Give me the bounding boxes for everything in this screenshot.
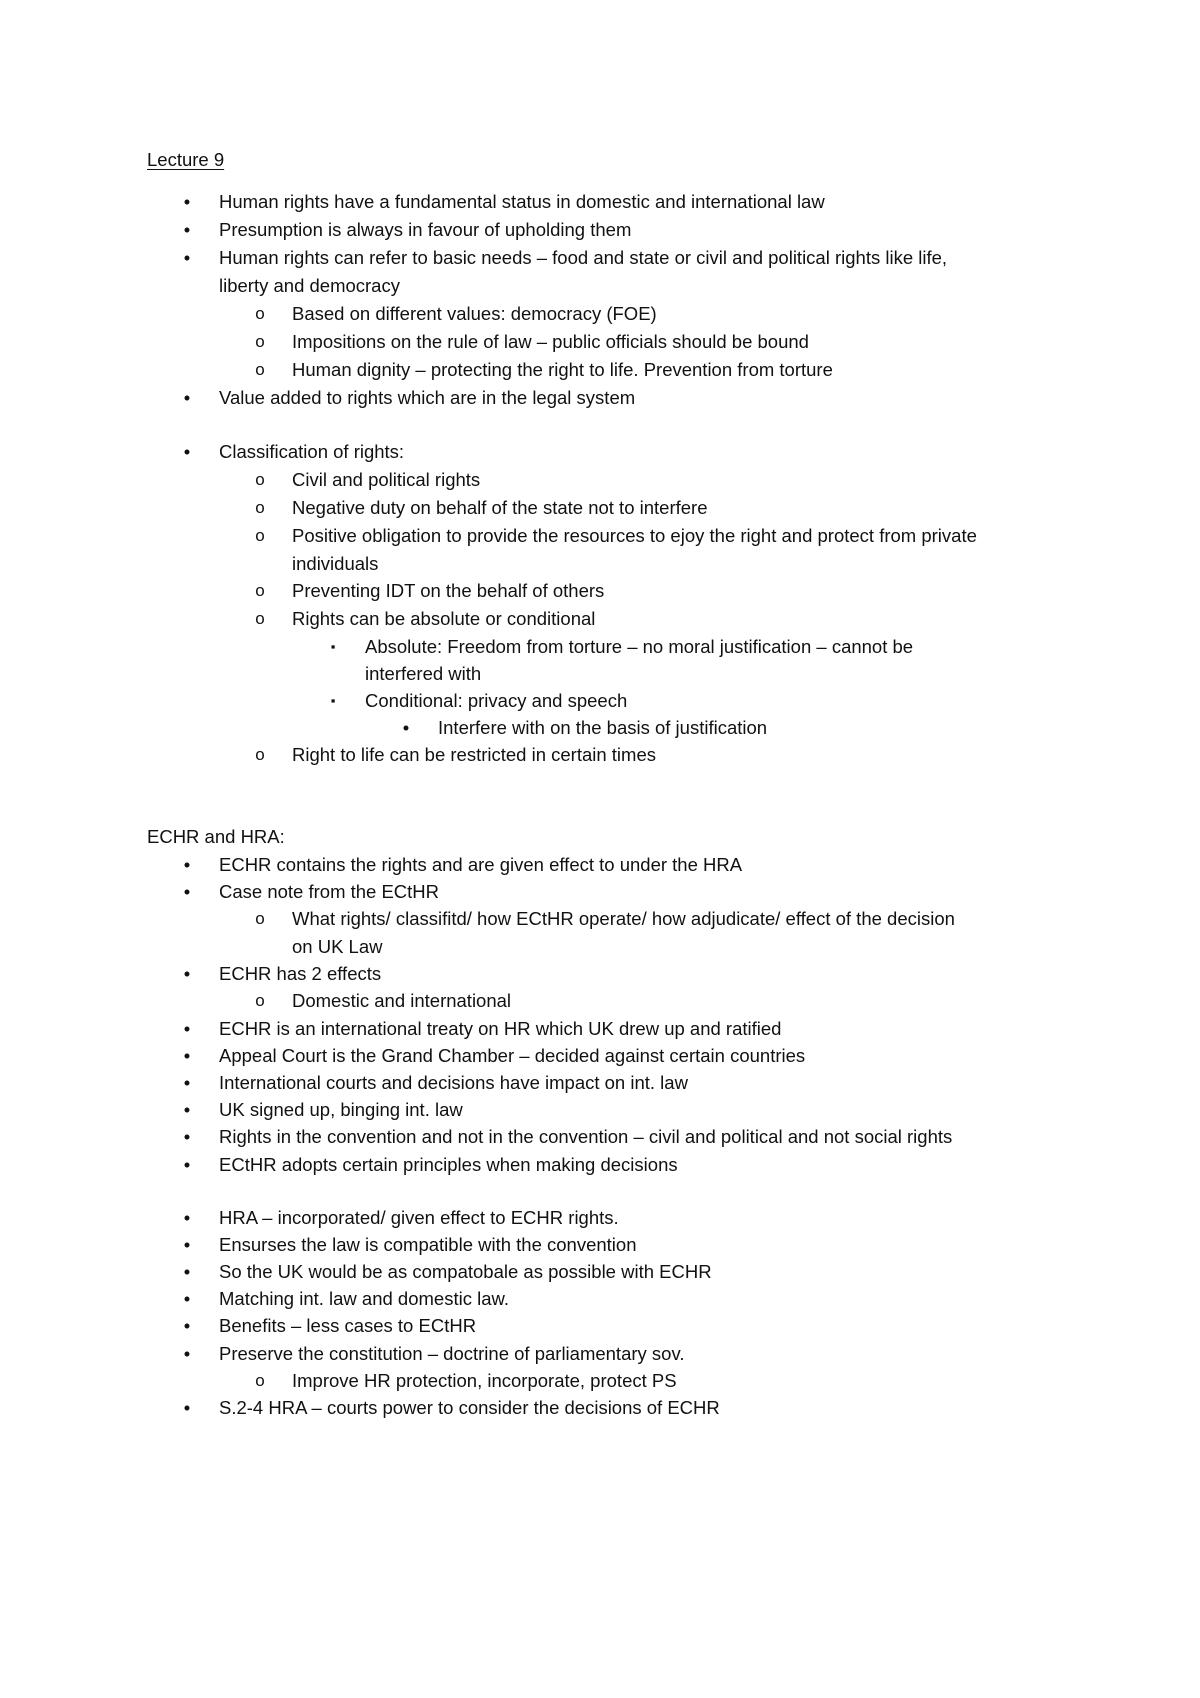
- list-item: • Presumption is always in favour of upholding them: [0, 216, 1200, 244]
- list-item: o Negative duty on behalf of the state not to interfere: [0, 494, 1200, 522]
- bullet-icon: •: [183, 1234, 191, 1255]
- list-item-continuation: on UK Law: [292, 936, 383, 957]
- list-item-continuation: liberty and democracy: [219, 275, 400, 296]
- bullet-icon: •: [183, 1154, 191, 1175]
- bullet-icon: •: [183, 1288, 191, 1309]
- bullet-icon: •: [183, 219, 191, 240]
- bullet-icon: •: [402, 717, 410, 738]
- list-item: o Right to life can be restricted in certain times: [0, 741, 1200, 769]
- list-item: • Human rights can refer to basic needs – food and state or civil and political rights like life,: [0, 244, 1200, 272]
- bullet-icon: •: [183, 881, 191, 902]
- list-item: o Based on different values: democracy (FOE): [0, 300, 1200, 328]
- list-item-continuation: individuals: [292, 553, 379, 574]
- section-heading: ECHR and HRA:: [147, 826, 285, 847]
- circle-bullet-icon: o: [255, 581, 265, 600]
- list-item: • Interfere with on the basis of justification: [0, 714, 1200, 742]
- circle-bullet-icon: o: [255, 745, 265, 764]
- bullet-icon: •: [183, 1018, 191, 1039]
- list-item: • Ensurses the law is compatible with the convention: [0, 1231, 1200, 1259]
- list-item: o What rights/ classifitd/ how ECtHR operate/ how adjudicate/ effect of the decision: [0, 905, 1200, 933]
- bullet-icon: •: [183, 1045, 191, 1066]
- list-item: o Human dignity – protecting the right to life. Prevention from torture: [0, 356, 1200, 384]
- list-item: • Human rights have a fundamental status in domestic and international law: [0, 188, 1200, 216]
- list-item: • Classification of rights:: [0, 438, 1200, 466]
- lecture-title: [0, 146, 1200, 174]
- circle-bullet-icon: o: [255, 991, 265, 1010]
- list-item: • UK signed up, binging int. law: [0, 1096, 1200, 1124]
- bullet-icon: •: [183, 1126, 191, 1147]
- page-title: Lecture 9: [147, 149, 225, 170]
- list-item: • So the UK would be as compatobale as possible with ECHR: [0, 1258, 1200, 1286]
- list-item: o Civil and political rights: [0, 466, 1200, 494]
- list-item: • ECHR is an international treaty on HR which UK drew up and ratified: [0, 1015, 1200, 1043]
- bullet-icon: •: [183, 1261, 191, 1282]
- circle-bullet-icon: o: [255, 909, 265, 928]
- bullet-icon: •: [183, 441, 191, 462]
- list-item: • Value added to rights which are in the legal system: [0, 384, 1200, 412]
- list-item: ▪ Conditional: privacy and speech: [0, 687, 1200, 715]
- list-item: o Impositions on the rule of law – public officials should be bound: [0, 328, 1200, 356]
- circle-bullet-icon: o: [255, 332, 265, 351]
- list-item: • Appeal Court is the Grand Chamber – decided against certain countries: [0, 1042, 1200, 1070]
- list-item: • HRA – incorporated/ given effect to ECHR rights.: [0, 1204, 1200, 1232]
- list-item: • Preserve the constitution – doctrine of parliamentary sov.: [0, 1340, 1200, 1368]
- list-item: o Preventing IDT on the behalf of others: [0, 577, 1200, 605]
- list-item: • International courts and decisions have impact on int. law: [0, 1069, 1200, 1097]
- bullet-icon: •: [183, 1072, 191, 1093]
- bullet-icon: •: [183, 1099, 191, 1120]
- list-item: • Benefits – less cases to ECtHR: [0, 1312, 1200, 1340]
- bullet-icon: •: [183, 854, 191, 875]
- list-item: • Matching int. law and domestic law.: [0, 1285, 1200, 1313]
- list-item: o Rights can be absolute or conditional: [0, 605, 1200, 633]
- list-item: • ECHR contains the rights and are given effect to under the HRA: [0, 851, 1200, 879]
- list-item: • S.2-4 HRA – courts power to consider the decisions of ECHR: [0, 1394, 1200, 1422]
- bullet-icon: •: [183, 247, 191, 268]
- bullet-icon: •: [183, 387, 191, 408]
- list-item: o Improve HR protection, incorporate, protect PS: [0, 1367, 1200, 1395]
- bullet-icon: •: [183, 191, 191, 212]
- list-item: ▪ Absolute: Freedom from torture – no moral justification – cannot be: [0, 633, 1200, 661]
- circle-bullet-icon: o: [255, 1371, 265, 1390]
- list-item: • Case note from the ECtHR: [0, 878, 1200, 906]
- list-item: o Domestic and international: [0, 987, 1200, 1015]
- circle-bullet-icon: o: [255, 498, 265, 517]
- square-bullet-icon: ▪: [330, 639, 336, 654]
- bullet-icon: •: [183, 963, 191, 984]
- list-item: • Rights in the convention and not in the convention – civil and political and not social rights: [0, 1123, 1200, 1151]
- bullet-icon: •: [183, 1315, 191, 1336]
- list-item: o Positive obligation to provide the resources to ejoy the right and protect from private: [0, 522, 1200, 550]
- circle-bullet-icon: o: [255, 304, 265, 323]
- list-item-continuation: interfered with: [365, 663, 482, 684]
- bullet-icon: •: [183, 1207, 191, 1228]
- circle-bullet-icon: o: [255, 526, 265, 545]
- bullet-icon: •: [183, 1343, 191, 1364]
- circle-bullet-icon: o: [255, 360, 265, 379]
- bullet-icon: •: [183, 1397, 191, 1418]
- circle-bullet-icon: o: [255, 470, 265, 489]
- list-item: • ECtHR adopts certain principles when making decisions: [0, 1151, 1200, 1179]
- square-bullet-icon: ▪: [330, 693, 336, 708]
- list-item: • ECHR has 2 effects: [0, 960, 1200, 988]
- circle-bullet-icon: o: [255, 609, 265, 628]
